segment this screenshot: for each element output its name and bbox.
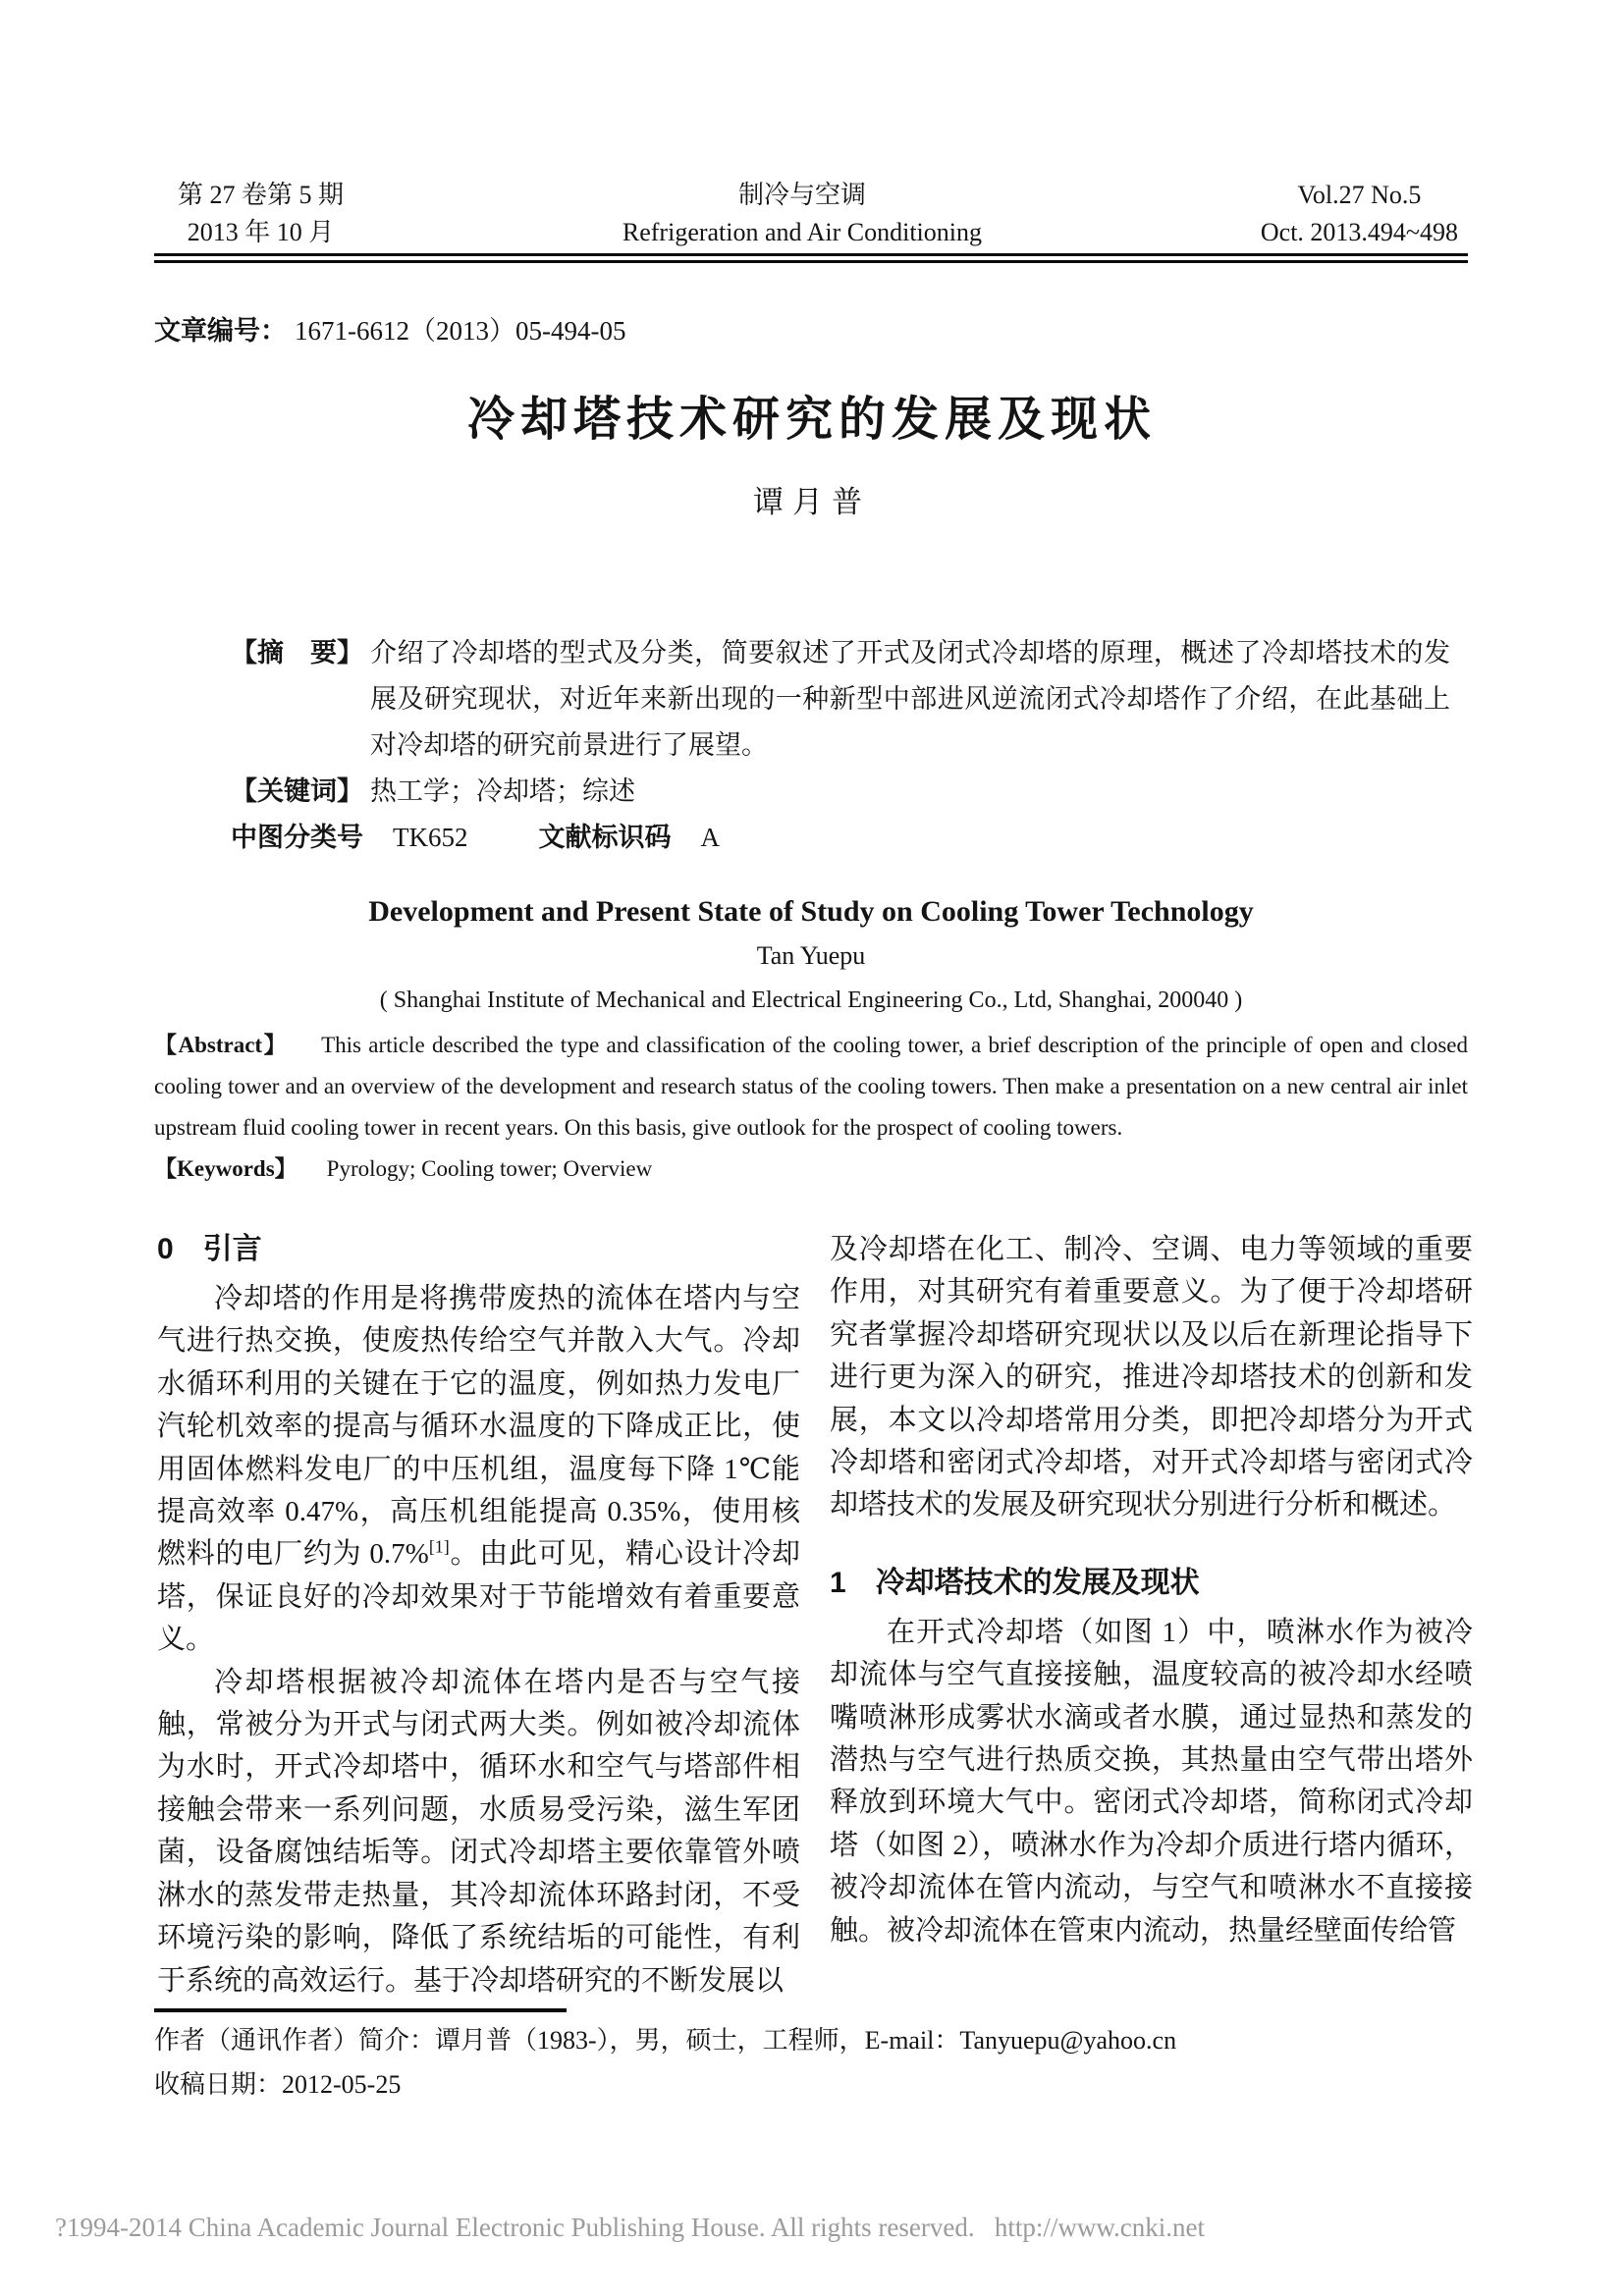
doc-code-label: 文献标识码 (538, 823, 672, 852)
section-0-paragraph-2: 冷却塔根据被冷却流体在塔内是否与空气接触，常被分为开式与闭式两大类。例如被冷却流体为水时，开式冷却塔中，循环水和空气与塔部件相接触会带来一系列问题，水质易受污染，滋生军团菌，设备腐蚀结垢等。闭式冷却塔主要依靠管外喷淋水的蒸发带走热量，其冷却流体环路封闭，不受环境污染的影响，降低了系统结垢的可能性，有利于系统的高效运行。基于冷却塔研究的不断发展以 (157, 1666, 800, 1997)
paragraph-text: 冷却塔的作用是将携带废热的流体在塔内与空气进行热交换，使废热传给空气并散入大气。冷却水循环利用的关键在于它的温度，例如热力发电厂汽轮机效率的提高与循环水温度的下降成正比，使用固体燃料发电厂的中压机组，温度每下降 1℃能提高效率 0.47%，高压机组能提高 0.35%，使用核燃料的电厂约为 0.7% (157, 1283, 800, 1571)
header-double-rule (154, 253, 1468, 263)
keywords-row-en (154, 1148, 1468, 1190)
received-date-line: 收稿日期：2012-05-25 (154, 2070, 402, 2099)
volume-issue-en: Vol.27 No.5 (1297, 181, 1422, 209)
issue-date-cn: 2013 年 10 月 (187, 218, 335, 246)
article-number-label: 文章编号： (154, 316, 287, 346)
paragraph-text: 。由此可见，精心设计冷却塔，保证良好的冷却效果对于节能增效有着重要意义。 (157, 1538, 800, 1656)
section-1-paragraph-1: 在开式冷却塔（如图 1）中，喷淋水作为被冷却流体与空气直接接触，温度较高的被冷却水经喷嘴喷淋形成雾状水滴或者水膜，通过显热和蒸发的潜热与空气进行热质交换，其热量由空气带出塔外释放到环境大气中。密闭式冷却塔，简称闭式冷却塔（如图 2），喷淋水作为冷却介质进行塔内循环，被冷却流体在管内流动，与空气和喷淋水不直接接触。被冷却流体在管束内流动，热量经壁面传给管 (830, 1616, 1473, 1947)
author-bio-line: 作者（通讯作者）简介：谭月普（1983-），男，硕士，工程师，E-mail：Tanyuepu@yahoo.cn (154, 2026, 1177, 2055)
section-0-title: 引言 (202, 1233, 262, 1265)
reference-marker-1: [1] (428, 1536, 450, 1557)
abstract-label-cn: 【摘 要】 (231, 638, 363, 667)
clc-value: TK652 (393, 823, 468, 852)
journal-name-en: Refrigeration and Air Conditioning (622, 218, 982, 246)
abstract-block-en (154, 1025, 1468, 1190)
affiliation-en: ( Shanghai Institute of Mechanical and Electrical Engineering Co., Ltd, Shanghai, 200040 ) (379, 988, 1243, 1013)
keywords-row-cn (231, 769, 1450, 815)
volume-issue-cn: 第 27 卷第 5 期 (178, 181, 345, 209)
abstract-row-cn (231, 630, 1450, 769)
header-left-block (154, 177, 344, 251)
author-name-en: Tan Yuepu (756, 941, 866, 970)
issue-date-pages-en: Oct. 2013.494~498 (1260, 218, 1458, 246)
abstract-block-cn (231, 630, 1450, 861)
body-column-left (157, 1229, 800, 2002)
article-number-line (154, 309, 625, 347)
article-number-value: 1671-6612（2013）05-494-05 (295, 316, 626, 346)
continuation-paragraph: 及冷却塔在化工、制冷、空调、电力等领域的重要作用，对其研究有着重要意义。为了便于冷却塔研究者掌握冷却塔研究现状以及以后在新理论指导下进行更为深入的研究，推进冷却塔技术的创新和发展，本文以冷却塔常用分类，即把冷却塔分为开式冷却塔和密闭式冷却塔，对开式冷却塔与密闭式冷却塔技术的发展及研究现状分别进行分析和概述。 (830, 1234, 1473, 1522)
page-title: 冷却塔技术研究的发展及现状 (466, 394, 1157, 446)
abstract-text-cn: 介绍了冷却塔的型式及分类，简要叙述了开式及闭式冷却塔的原理，概述了冷却塔技术的发展及研究现状，对近年来新出现的一种新型中部进风逆流闭式冷却塔作了介绍，在此基础上对冷却塔的研究前景进行了展望。 (370, 638, 1450, 760)
header-center-block (623, 177, 982, 251)
clc-row (231, 815, 1450, 861)
keywords-text-cn: 热工学；冷却塔；综述 (370, 776, 635, 806)
doc-code-value: A (700, 823, 720, 852)
section-1-heading (830, 1563, 1473, 1604)
section-0-number: 0 (157, 1233, 174, 1265)
section-1-title: 冷却塔技术的发展及现状 (875, 1566, 1200, 1599)
journal-name-cn: 制冷与空调 (737, 181, 866, 209)
header-right-block (1261, 177, 1468, 251)
body-column-right (830, 1229, 1473, 1952)
keywords-label-cn: 【关键词】 (231, 776, 363, 806)
section-1-number: 1 (830, 1566, 846, 1599)
author-name-cn: 谭月普 (753, 485, 871, 519)
cnki-watermark: ?1994-2014 China Academic Journal Electronic Publishing House. All rights reserved. http://www.cnki.net (55, 2213, 1206, 2242)
section-0-paragraph-1 (157, 1278, 800, 1662)
abstract-label-en: 【Abstract】 (154, 1033, 289, 1057)
footnote-rule (154, 2008, 567, 2012)
keywords-text-en: Pyrology; Cooling tower; Overview (326, 1156, 653, 1181)
abstract-paragraph-en (154, 1025, 1468, 1148)
section-0-heading (157, 1229, 800, 1270)
footnote-block (154, 2018, 1411, 2107)
clc-label: 中图分类号 (231, 823, 363, 852)
keywords-label-en: 【Keywords】 (154, 1156, 298, 1181)
title-en: Development and Present State of Study on Cooling Tower Technology (368, 895, 1254, 928)
abstract-text-en: This article described the type and classification of the cooling tower, a brief description of the principle of open and closed cooling tower and an overview of the development and research status of the cooling towers. Then make a presentation on a new central air inlet upstream fluid cooling tower in recent years. On this basis, give outlook for the prospect of cooling towers. (154, 1033, 1469, 1140)
journal-header (154, 177, 1468, 251)
